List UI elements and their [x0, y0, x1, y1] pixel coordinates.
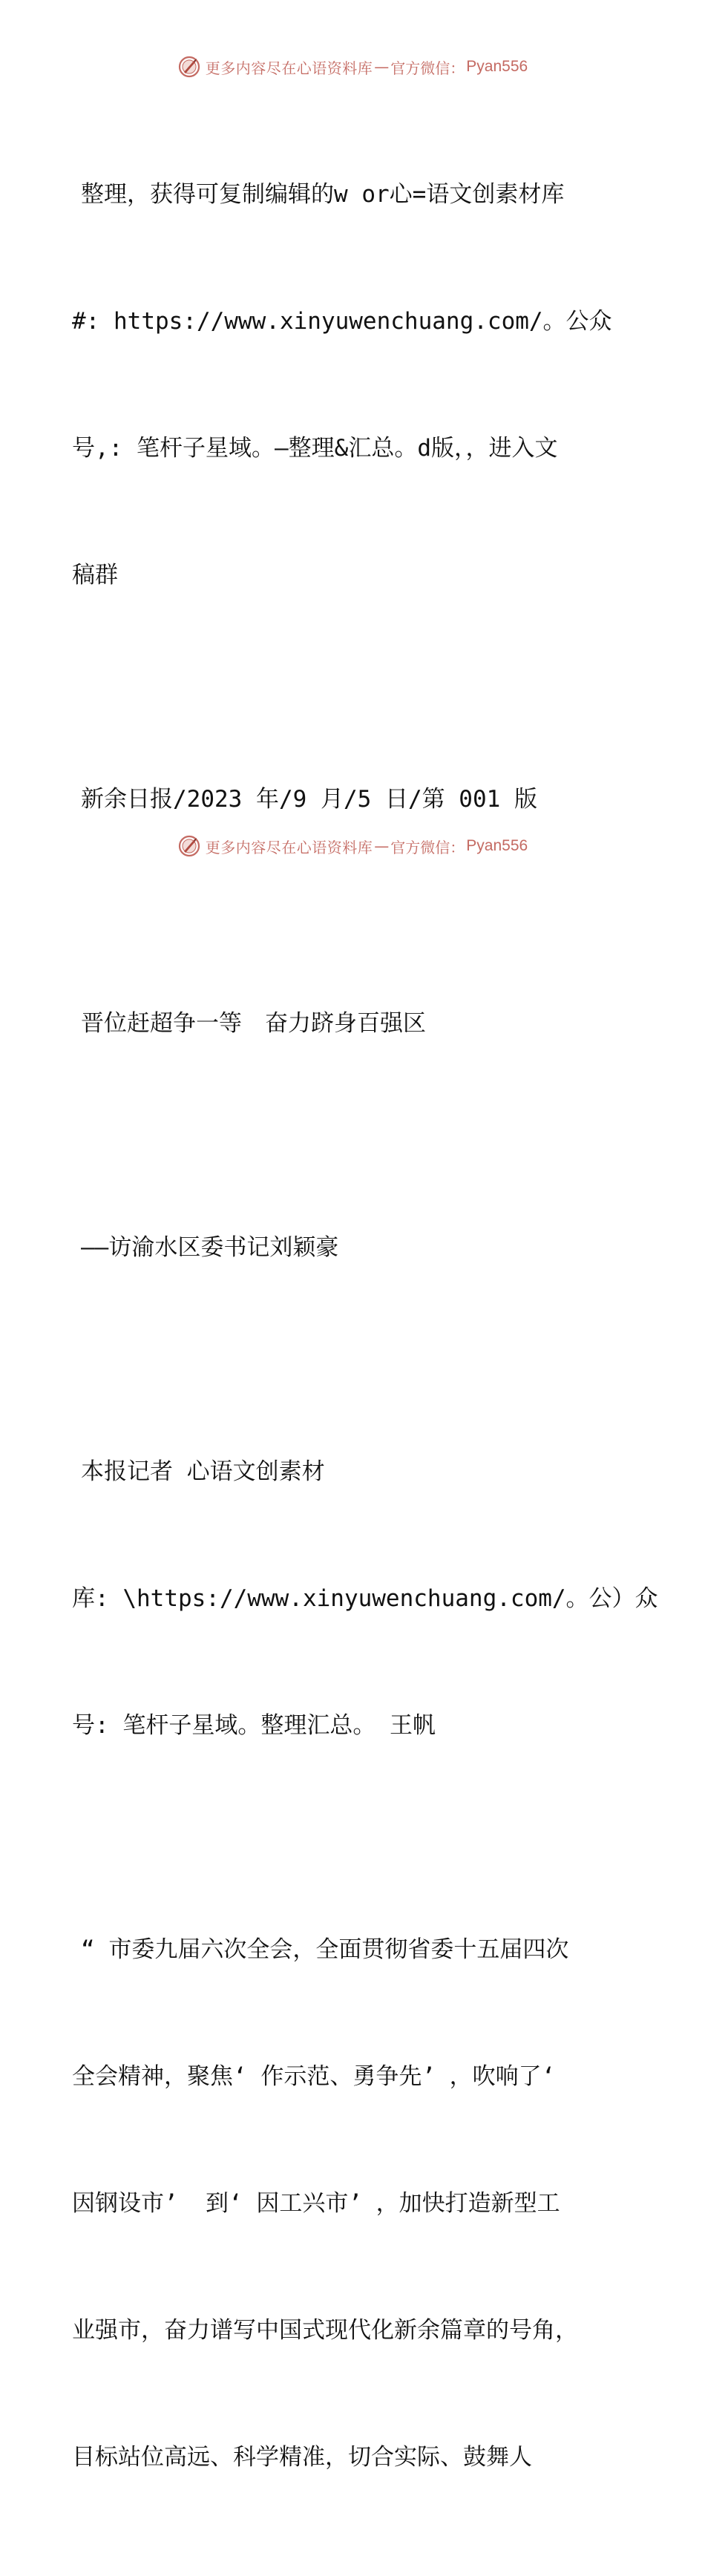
wechat-id: Pyan556: [466, 58, 528, 75]
body-line: 因钢设市’ 到‘ 因工兴市’ ，加快打造新型工: [72, 2190, 560, 2217]
source-paragraph: [72, 694, 636, 905]
watermark-text: 更多内容尽在心语资料库: [205, 59, 373, 77]
intro-line: 号,: 笔杆子星域。—整理&汇总。d版，，进入文: [72, 435, 558, 462]
intro-line: #: https://www.xinyuwenchuang.com/。公众: [72, 308, 612, 335]
body-line: “ 市委九届六次全会，全面贯彻省委十五届四次: [81, 1936, 569, 1963]
intro-line: 整理，获得可复制编辑的w or心=语文创素材库: [81, 181, 565, 208]
subheadline: ——访渝水区委书记刘颖豪: [81, 1234, 339, 1261]
subheadline-paragraph: [72, 1142, 636, 1354]
quill-seal-logo-icon: [177, 55, 201, 79]
byline-line: 库: \https://www.xinyuwenchuang.com/。公）众: [72, 1585, 658, 1612]
body-paragraph: [72, 1844, 636, 2563]
watermark-text: 更多内容尽在心语资料库: [205, 838, 373, 856]
source-line: 新余日报/2023 年/9 月/5 日/第 001 版: [81, 786, 537, 813]
headline: 晋位赶超争一等 奋力跻身百强区: [81, 1010, 426, 1037]
footer-watermark-banner: [0, 831, 705, 861]
watermark-separator: —: [374, 837, 390, 855]
body-line: 全会精神，聚焦‘ 作示范、勇争先’ ，吹响了‘: [72, 2063, 556, 2090]
body-line: 业强市，奋力谱写中国式现代化新余篇章的号角，: [72, 2317, 578, 2344]
byline-line: 号: 笔杆子星域。整理汇总。 王帆: [72, 1712, 436, 1739]
quill-seal-logo-icon: [177, 834, 201, 858]
watermark-separator: —: [374, 58, 390, 76]
header-watermark-banner: [0, 52, 705, 82]
document-body: [72, 89, 658, 2576]
intro-paragraph: [72, 89, 636, 681]
wechat-id: Pyan556: [466, 837, 528, 854]
headline-paragraph: [72, 918, 636, 1130]
byline-line: 本报记者 心语文创素材: [81, 1458, 325, 1485]
intro-line: 稿群: [72, 562, 118, 589]
body-line: 目标站位高远、科学精准，切合实际、鼓舞人: [72, 2444, 532, 2471]
wechat-label: 官方微信：: [390, 59, 465, 77]
byline-paragraph: [72, 1366, 658, 1832]
wechat-label: 官方微信：: [390, 838, 465, 856]
